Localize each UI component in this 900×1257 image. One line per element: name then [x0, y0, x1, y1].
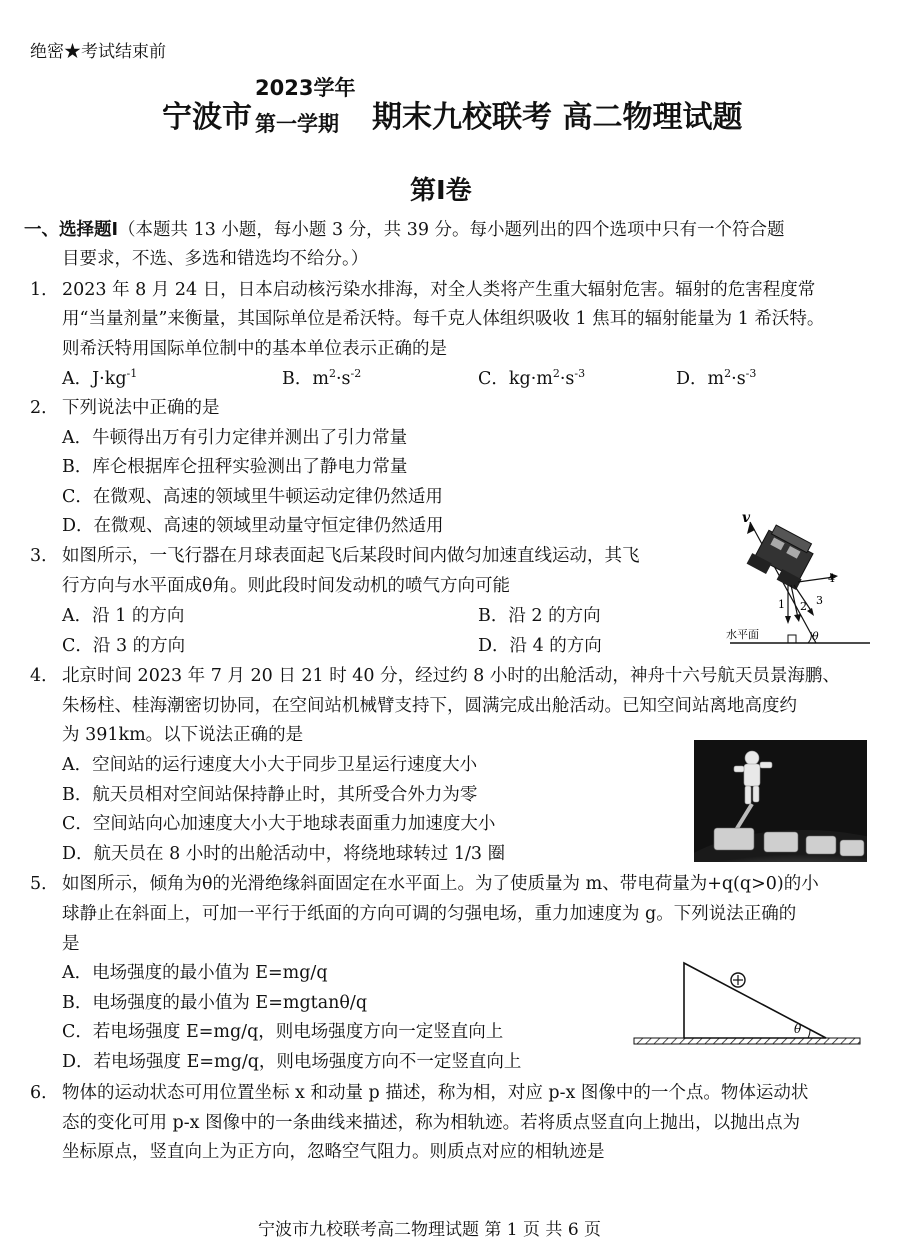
q5-number: 5．	[30, 874, 59, 894]
section-intro	[24, 218, 785, 242]
q3-aircraft-figure	[716, 500, 876, 650]
q3-stem-line1: 如图所示，一飞行器在月球表面起飞后某段时间内做匀加速直线运动，其飞	[62, 546, 640, 566]
q5-stem-line3: 是	[62, 934, 80, 954]
q1-number: 1．	[30, 280, 59, 300]
q5-option-d[interactable]: D．若电场强度 E=mg/q，则电场强度方向不一定竖直向上	[62, 1052, 522, 1072]
q5-option-a[interactable]: A．电场强度的最小值为 E=mg/q	[62, 963, 328, 983]
q6-number: 6．	[30, 1083, 59, 1103]
q2-option-a[interactable]: A．牛顿得出万有引力定律并测出了引力常量	[62, 428, 408, 448]
q6-stem-line1: 物体的运动状态可用位置坐标 x 和动量 p 描述，称为相，对应 p-x 图像中的一个点。物体运动状	[62, 1083, 809, 1103]
q4-option-c[interactable]: C．空间站向心加速度大小大于地球表面重力加速度大小	[62, 814, 496, 834]
q4-option-b[interactable]: B．航天员相对空间站保持静止时，其所受合外力为零	[62, 785, 478, 805]
q5-option-b[interactable]: B．电场强度的最小值为 E=mgtanθ/q	[62, 993, 368, 1013]
q3-stem-line2: 行方向与水平面成θ角。则此段时间发动机的喷气方向可能	[62, 576, 511, 596]
angle-theta-label: θ	[812, 630, 819, 643]
velocity-label: v	[742, 510, 751, 526]
title-year: 2023学年	[255, 76, 356, 100]
q5-stem-line1: 如图所示，倾角为θ的光滑绝缘斜面固定在水平面上。为了使质量为 m、带电荷量为+q(q>0)的小	[62, 874, 819, 894]
page-footer: 宁波市九校联考高二物理试题 第 1 页 共 6 页	[258, 1220, 602, 1240]
q4-spacewalk-photo	[694, 740, 867, 862]
q4-stem-line2: 朱杨柱、桂海潮密切协同，在空间站机械臂支持下，圆满完成出舱活动。已知空间站离地高度约	[62, 696, 797, 716]
q1-stem-line3: 则希沃特用国际单位制中的基本单位表示正确的是	[62, 339, 447, 359]
q4-stem-line1: 北京时间 2023 年 7 月 20 日 21 时 40 分，经过约 8 小时的出舱活动，神舟十六号航天员景海鹏、	[62, 666, 840, 686]
title-city: 宁波市	[162, 100, 252, 135]
q1-option-c[interactable]: C．$kg\cdot m^2\cdot s^{-3}$	[478, 367, 586, 389]
section-intro-line2: 目要求，不选、多选和错选均不给分。）	[62, 249, 369, 269]
q5-option-c[interactable]: C．若电场强度 E=mg/q，则电场强度方向一定竖直向上	[62, 1022, 504, 1042]
page-title: 期末九校联考 高二物理试题	[372, 100, 743, 135]
incline-angle-label: θ	[794, 1022, 802, 1036]
charged-ball	[731, 973, 745, 987]
q2-option-d[interactable]: D．在微观、高速的领域里动量守恒定律仍然适用	[62, 516, 444, 536]
q2-stem: 下列说法中正确的是	[62, 398, 220, 418]
direction-1-label: 1	[778, 598, 785, 611]
q1-stem-line2: 用“当量剂量”来衡量，其国际单位是希沃特。每千克人体组织吸收 1 焦耳的辐射能量为 1 希沃特。	[62, 309, 825, 329]
volume-heading: 第Ⅰ卷	[410, 176, 472, 206]
q6-stem-line3: 坐标原点，竖直向上为正方向，忽略空气阻力。则质点对应的相轨迹是	[62, 1142, 605, 1162]
section-intro-text: （本题共 13 小题，每小题 3 分，共 39 分。每小题列出的四个选项中只有一个符合题	[118, 220, 785, 240]
aircraft-body	[747, 521, 819, 590]
q4-option-d[interactable]: D．航天员在 8 小时的出舱活动中，将绕地球转过 1/3 圈	[62, 844, 506, 864]
q3-option-b[interactable]: B．沿 2 的方向	[478, 606, 601, 626]
q4-stem-line3: 为 391km。以下说法正确的是	[62, 725, 304, 745]
q1-stem-line1: 2023 年 8 月 24 日，日本启动核污染水排海，对全人类将产生重大辐射危害。辐射的危害程度常	[62, 280, 816, 300]
direction-3-label: 3	[816, 594, 823, 607]
q6-stem-line2: 态的变化可用 p-x 图像中的一条曲线来描述，称为相轨迹。若将质点竖直向上抛出，以抛出点为	[62, 1113, 801, 1133]
q5-incline-figure	[632, 955, 862, 1055]
q2-option-c[interactable]: C．在微观、高速的领域里牛顿运动定律仍然适用	[62, 487, 443, 507]
incline-triangle	[684, 963, 826, 1038]
q3-option-a[interactable]: A．沿 1 的方向	[62, 606, 185, 626]
ground-label: 水平面	[726, 628, 759, 641]
q1-option-b[interactable]: B．$m^2\cdot s^{-2}$	[282, 367, 362, 389]
q4-option-a[interactable]: A．空间站的运行速度大小大于同步卫星运行速度大小	[62, 755, 478, 775]
direction-4-label: 4	[828, 572, 835, 585]
title-term: 第一学期	[255, 112, 339, 136]
section-heading: 一、选择题Ⅰ	[24, 220, 119, 240]
q4-number: 4．	[30, 666, 59, 686]
q2-option-b[interactable]: B．库仑根据库仑扭秤实验测出了静电力常量	[62, 457, 408, 477]
q3-number: 3．	[30, 546, 59, 566]
q5-stem-line2: 球静止在斜面上，可加一平行于纸面的方向可调的匀强电场，重力加速度为 g。下列说法正确的	[62, 904, 797, 924]
q1-option-d[interactable]: D．$m^2\cdot s^{-3}$	[676, 367, 757, 389]
direction-2-label: 2	[800, 600, 807, 613]
q1-option-a[interactable]: A．$J\cdot kg^{-1}$	[62, 367, 138, 389]
q3-option-d[interactable]: D．沿 4 的方向	[478, 636, 602, 656]
q3-option-c[interactable]: C．沿 3 的方向	[62, 636, 186, 656]
ground-hatch	[634, 1038, 860, 1044]
confidential-label: 绝密★考试结束前	[30, 42, 166, 62]
q2-number: 2．	[30, 398, 59, 418]
